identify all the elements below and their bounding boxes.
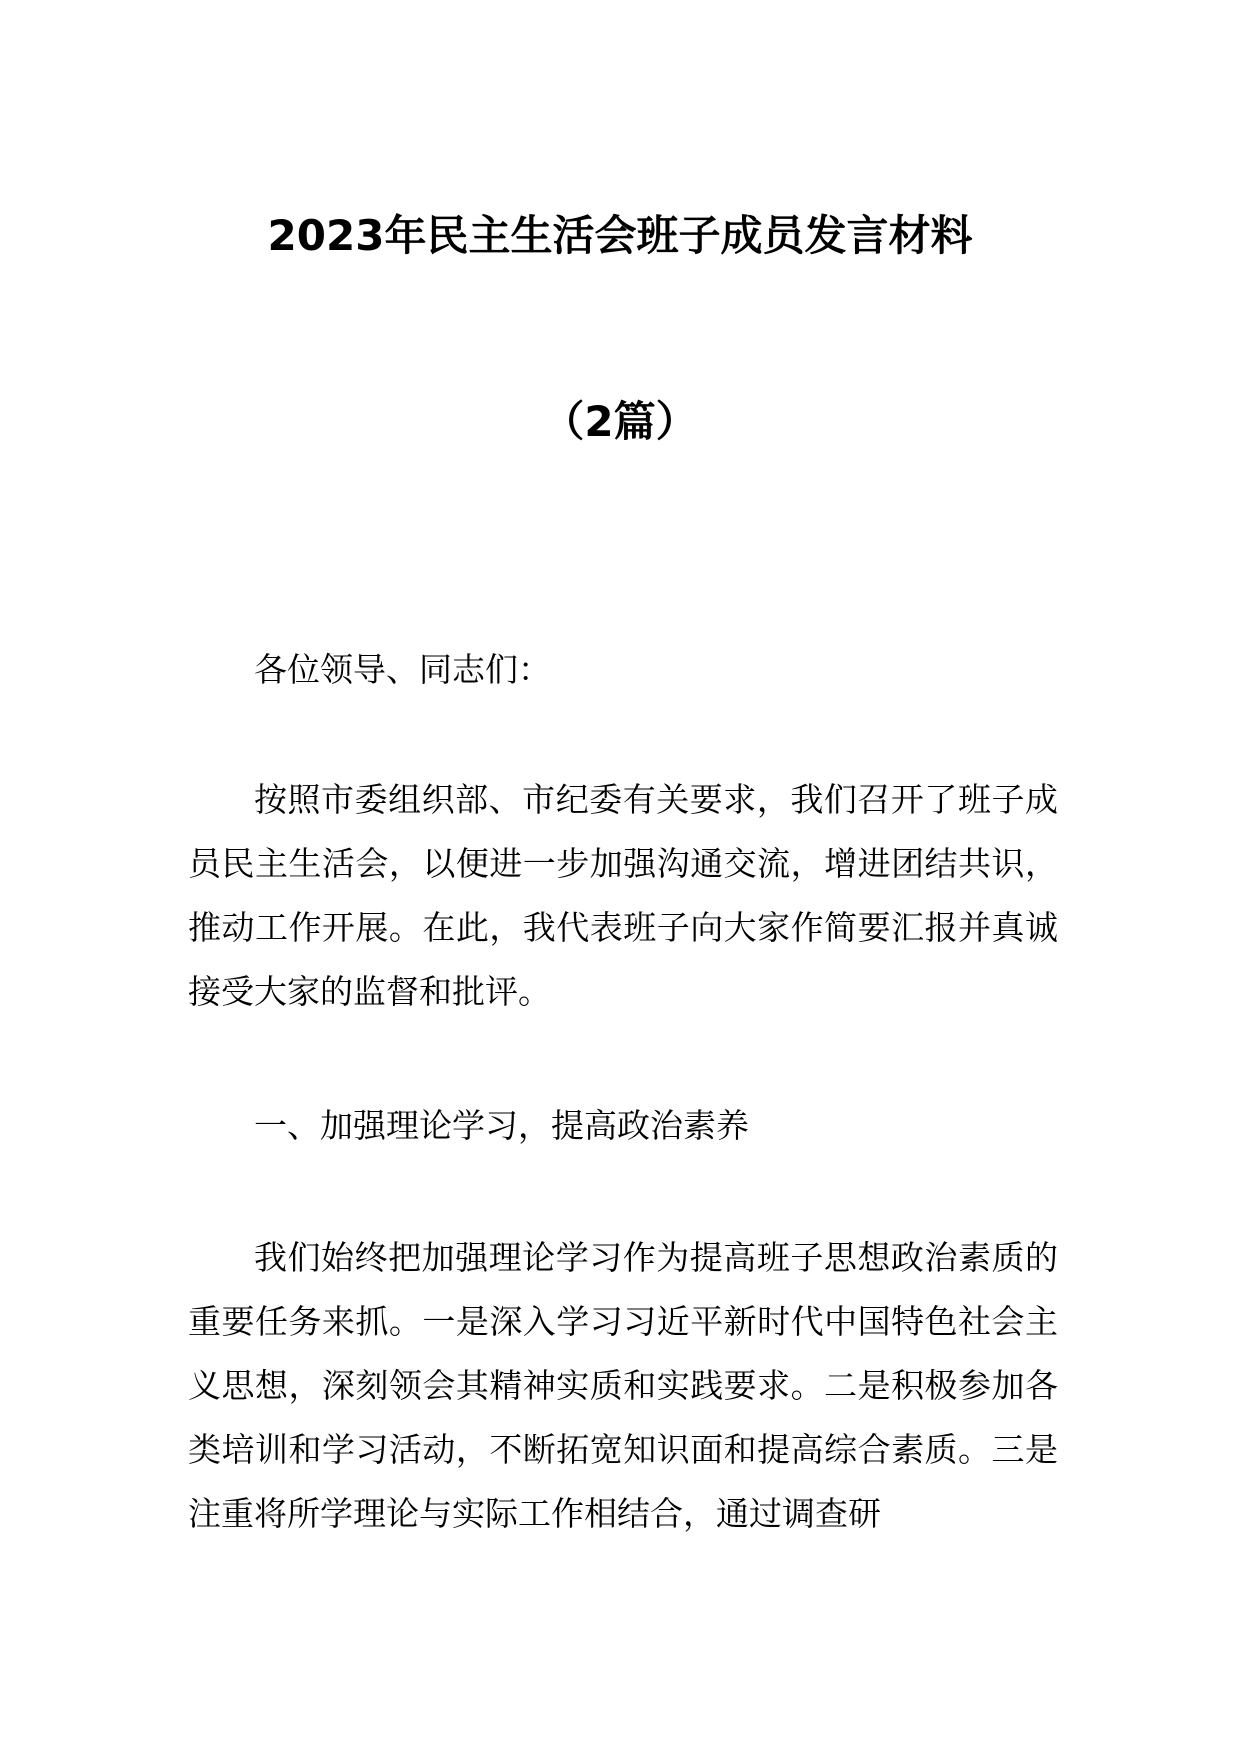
document-title: 2023年民主生活会班子成员发言材料 (267, 211, 973, 260)
intro-paragraph: 按照市委组织部、市纪委有关要求，我们召开了班子成员民主生活会，以便进一步加强沟通交流，增进团结共识，推动工作开展。在此，我代表班子向大家作简要汇报并真诚接受大家的监督和批评。 (188, 780, 1058, 1011)
document-subtitle: （2篇） (542, 397, 698, 446)
section-heading: 一、加强理论学习，提高政治素养 (254, 1106, 749, 1145)
section-body-paragraph: 我们始终把加强理论学习作为提高班子思想政治素质的重要任务来抓。一是深入学习习近平新时代中国特色社会主义思想，深刻领会其精神实质和实践要求。二是积极参加各类培训和学习活动，不断拓宽知识面和提高综合素质。三是注重将所学理论与实际工作相结合，通过调查研 (188, 1238, 1058, 1533)
greeting-paragraph: 各位领导、同志们： (254, 650, 551, 689)
